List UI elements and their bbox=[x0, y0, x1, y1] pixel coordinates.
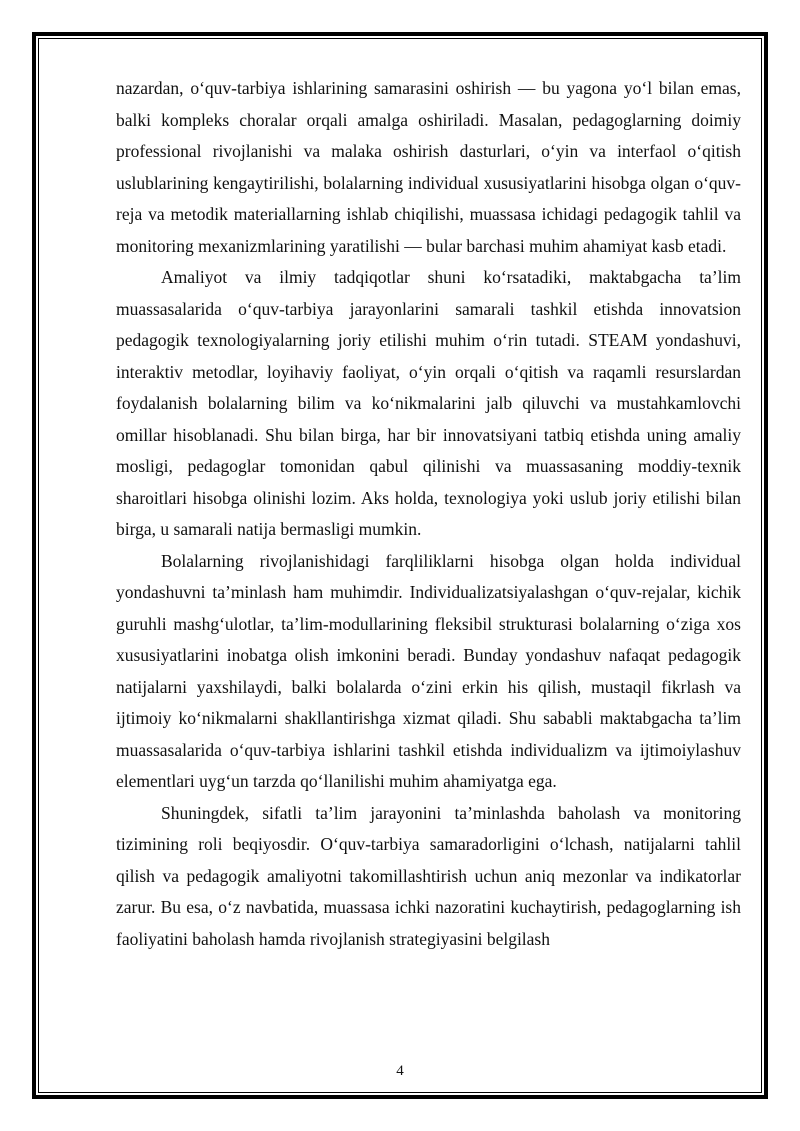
page-number: 4 bbox=[396, 1063, 404, 1079]
paragraph-monitoring: Shuningdek, sifatli ta’lim jarayonini ta’minlashda baholash va monitoring tizimining roli beqiyosdir. O‘quv-tarbiya samaradorligini o‘lchash, natijalarni tahlil qilish va pedagogik amaliyotni takomillashtirish uchun aniq mezonlar va indikatorlar zarur. Bu esa, o‘z navbatida, muassasa ichki nazoratini kuchaytirish, pedagoglarning ish faoliyatini baholash hamda rivojlanish strategiyasini belgilash bbox=[116, 802, 741, 949]
document-body bbox=[116, 73, 741, 955]
paragraph-innovations: Amaliyot va ilmiy tadqiqotlar shuni ko‘rsatadiki, maktabgacha ta’lim muassasalarida o‘quv-tarbiya jarayonlarini samarali tashkil etishda innovatsion pedagogik texnologiyalarning joriy etilishi muhim o‘rin tutadi. STEAM yondashuvi, interaktiv metodlar, loyihaviy faoliyat, o‘yin orqali o‘qitish va raqamli resurslardan foydalanish bolalarning bilim va ko‘nikmalarini jalb qiluvchi va mustahkamlovchi omillar hisoblanadi. Shu bilan birga, har bir innovatsiyani tatbiq etishda uning amaliy mosligi, pedagoglar tomonidan qabul qilinishi va muassasaning moddiy-texnik sharoitlari hisobga olinishi lozim. Aks holda, texnologiya yoki uslub joriy etilishi bilan birga, u samarali natija bermasligi mumkin. bbox=[116, 267, 741, 539]
paragraph-continued: nazardan, o‘quv-tarbiya ishlarining samarasini oshirish — bu yagona yo‘l bilan emas, balki kompleks choralar orqali amalga oshiriladi. Masalan, pedagoglarning doimiy professional rivojlanishi va malaka oshirish dasturlari, o‘yin va interfaol o‘qitish uslublarining kengaytirilishi, bolalarning individual xususiyatlarini hisobga olgan o‘quv-reja va metodik materiallarning ishlab chiqilishi, muassasa ichidagi pedagogik tahlil va monitoring mexanizmlarining yaratilishi — bular barchasi muhim ahamiyat kasb etadi. bbox=[116, 78, 741, 256]
paragraph-individual-approach: Bolalarning rivojlanishidagi farqliliklarni hisobga olgan holda individual yondashuvni ta’minlash ham muhimdir. Individualizatsiyalashgan o‘quv-rejalar, kichik guruhli mashg‘ulotlar, ta’lim-modullarining fleksibil strukturasi bolalarning o‘ziga xos xususiyatlarini inobatga olish imkonini beradi. Bunday yondashuv nafaqat pedagogik natijalarni yaxshilaydi, balki bolalarda o‘zini erkin his qilish, mustaqil fikrlash va ijtimoiy ko‘nikmalarni shakllantirishga xizmat qiladi. Shu sababli maktabgacha ta’lim muassasalarida o‘quv-tarbiya ishlarini tashkil etishda individualizm va ijtimoiylashuv elementlari uyg‘un tarzda qo‘llanilishi muhim ahamiyatga ega. bbox=[116, 550, 741, 791]
